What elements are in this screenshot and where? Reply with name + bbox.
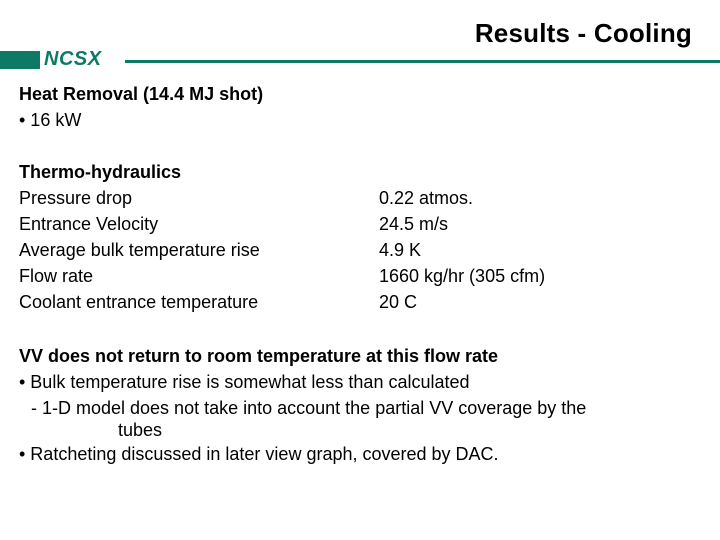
vv-subpoint-1-continued: tubes [118,420,163,440]
vv-subpoint-1: - 1-D model does not take into account the partial VV coverage by the [31,398,587,418]
row-label-coolant-temperature: Coolant entrance temperature [19,292,259,312]
slide-title: Results - Cooling [474,18,692,48]
vv-section [19,343,586,467]
row-value-temperature-rise: 4.9 K [379,240,422,260]
header-bar [0,48,720,70]
row-value-pressure-drop: 0.22 atmos. [379,188,474,208]
vv-bullet-2: • Ratcheting discussed in later view graph, covered by DAC. [19,444,499,464]
vv-bullet-1: • Bulk temperature rise is somewhat less than calculated [19,372,470,392]
row-label-temperature-rise: Average bulk temperature rise [19,240,260,260]
row-value-entrance-velocity: 24.5 m/s [379,214,449,234]
thermo-values [379,185,545,315]
heat-removal-section [19,81,263,133]
header-rule [125,60,720,63]
thermo-heading: Thermo-hydraulics [19,162,182,182]
heat-removal-bullet: • 16 kW [19,110,82,130]
row-value-flow-rate: 1660 kg/hr (305 cfm) [379,266,546,286]
row-label-entrance-velocity: Entrance Velocity [19,214,159,234]
row-label-pressure-drop: Pressure drop [19,188,133,208]
vv-heading: VV does not return to room temperature at this flow rate [19,346,499,366]
ncsx-logo: NCSX [44,48,102,70]
row-value-coolant-temperature: 20 C [379,292,418,312]
thermo-labels [19,159,260,315]
header-bar-block [0,51,40,69]
row-label-flow-rate: Flow rate [19,266,94,286]
heat-removal-heading: Heat Removal (14.4 MJ shot) [19,84,264,104]
